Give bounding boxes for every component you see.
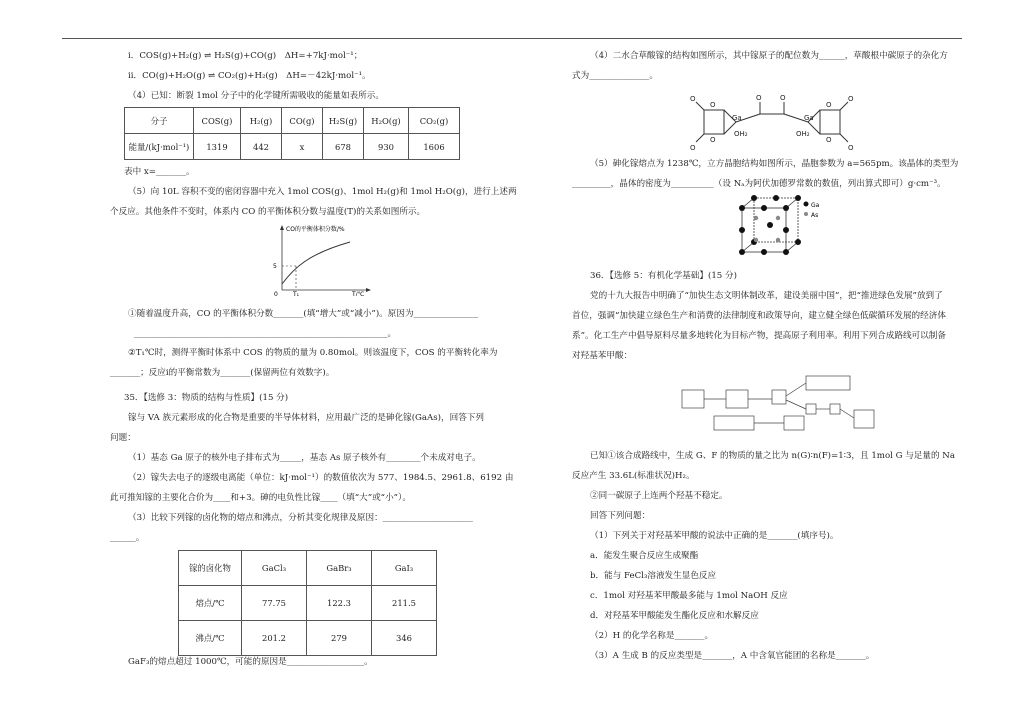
q36-part2: （2）H 的化学名称是_______。 [590,631,714,641]
q35-part5-line2: _________，晶体的密度为__________（设 Nₐ为阿伏加德罗常数的数值，列出算式即可）g·cm⁻³。 [572,179,946,189]
q36-para-4: 对羟基苯甲酸： [572,351,633,361]
bond-energy-table [124,107,460,160]
svg-text:O: O [848,95,854,103]
svg-text:OH₂: OH₂ [796,130,810,138]
table-cell: x [282,134,323,160]
svg-text:O: O [756,94,762,102]
table-cell: 1606 [409,134,460,160]
as-legend-label: As [811,212,819,219]
option-a: a．能发生聚合反应生成聚酯 [590,551,699,561]
q5-part2-line2: _______；反应ⅰ的平衡常数为_______(保留两位有效数字)。 [110,368,335,378]
option-c: c．1mol 对羟基苯甲酸最多能与 1mol NaOH 反应 [590,591,788,601]
table-cell: 沸点/℃ [179,621,242,656]
table-cell: 442 [241,134,282,160]
q5-part1-line2: ___________________________________________________________。 [134,329,397,339]
table-cell: CO(g) [282,108,323,134]
q35-part4-line2: 式为______________。 [572,71,658,81]
svg-text:O: O [710,136,716,144]
table-cell: 能量/(kJ·mol⁻¹) [125,134,194,160]
q5-line-2: 个反应。其他条件不变时，体系内 CO 的平衡体积分数与温度(T)的关系如图所示。 [110,207,426,217]
svg-text:O: O [848,144,854,152]
svg-text:O: O [826,136,832,144]
halide-table-header-row [179,551,437,586]
table-cell: GaCl₃ [242,551,307,586]
co-volume-fraction-graph [264,222,374,296]
q35-part2-line1: （2）镓失去电子的逐级电离能（单位：kJ·mol⁻¹）的数值依次为 577、1984.5、2961.8、6192 由 [128,473,514,483]
top-rule [62,38,962,39]
q5-part2-line1: ②T₁℃时，测得平衡时体系中 COS 的物质的量为 0.80mol。则该温度下，COS 的平衡转化率为 [128,348,498,358]
table-cell: GaBr₃ [307,551,372,586]
option-d: d．对羟基苯甲酸能发生酯化反应和水解反应 [590,611,759,621]
q36-title: 36．【选修 5：有机化学基础】(15 分) [590,271,737,281]
graph-x-tick: T₁ [293,291,300,296]
q4-intro: （4）已知：断裂 1mol 分子中的化学键所需吸收的能量如表所示。 [128,91,384,101]
q36-part1: （1）下列关于对羟基苯甲酸的说法中正确的是_______(填序号)。 [590,531,839,541]
q35-intro-2: 问题： [110,433,136,443]
bond-table-value-row [125,134,460,160]
table-cell: H₂S(g) [323,108,364,134]
halide-table-row [179,586,437,621]
q35-part5-line1: （5）砷化镓熔点为 1238℃，立方晶胞结构如图所示，晶胞参数为 a=565pm。该晶体的类型为 [590,159,959,169]
table-cell: 201.2 [242,621,307,656]
graph-y-tick: 5 [273,263,277,270]
table-cell: 熔点/℃ [179,586,242,621]
table-cell: 211.5 [372,586,437,621]
q35-part3-line1: （3）比较下列镓的卤化物的熔点和沸点，分析其变化规律及原因：_____________________ [128,513,473,523]
q35-part4-line1: （4）二水合草酸镓的结构如图所示，其中镓原子的配位数为______，草酸根中碳原子的杂化方 [590,51,948,61]
svg-text:O: O [780,94,786,102]
svg-text:OH₂: OH₂ [734,130,748,138]
table-cell: COS(g) [194,108,241,134]
q35-title: 35．【选修 3：物质的结构与性质】(15 分) [124,393,289,403]
known-2: ②同一碳原子上连两个羟基不稳定。 [590,491,728,501]
table-cell: 930 [364,134,409,160]
svg-text:O: O [690,95,696,103]
svg-text:Ga: Ga [732,114,742,122]
q35-part1: （1）基态 Ga 原子的核外电子排布式为_____，基态 As 原子核外有________个未成对电子。 [128,453,481,463]
gallium-oxalate-structure [684,90,864,156]
bond-table-header-row [125,108,460,134]
ga-legend-marker [804,202,809,207]
synthesis-route-diagram [680,368,876,432]
answer-intro: 回答下列问题： [590,511,651,521]
known-1-line2: 反应产生 33.6L(标准状况)H₂。 [572,471,695,481]
graph-x-label: T/℃ [352,291,365,296]
q35-gaf3: GaF₃的熔点超过 1000℃，可能的原因是__________________。 [128,657,373,667]
svg-text:Ga: Ga [804,114,814,122]
halide-table-row [179,621,437,656]
table-cell: 279 [307,621,372,656]
q36-para-2: 首位，强调“加快建立绿色生产和消费的法律制度和政策导向，建立健全绿色低碳循环发展的经济体 [572,311,946,321]
table-cell: CO₂(g) [409,108,460,134]
known-1-line1: 已知①该合成路线中，生成 G、F 的物质的量之比为 n(G)∶n(F)=1∶3，且 1mol G 与足量的 Na [590,451,955,461]
table-cell: GaI₃ [372,551,437,586]
table-cell: 346 [372,621,437,656]
table-cell: 1319 [194,134,241,160]
q4-answer: 表中 x=_______。 [124,167,195,177]
table-cell: 镓的卤化物 [179,551,242,586]
q36-part3: （3）A 生成 B 的反应类型是_______，A 中含氧官能团的名称是_______。 [590,651,875,661]
table-cell: H₂O(g) [364,108,409,134]
svg-text:O: O [690,144,696,152]
reaction-1: ⅰ．COS(g)+H₂(g) ⇌ H₂S(g)+CO(g) ΔH=+7kJ·mol⁻¹； [128,51,363,61]
svg-text:O: O [710,101,716,109]
q35-part3-line2: ______。 [110,533,145,543]
option-b: b．能与 FeCl₃溶液发生显色反应 [590,571,717,581]
q36-para-3: 系”。化工生产中倡导原料尽量多地转化为目标产物，提高原子利用率。利用下列合成路线可以制备 [572,331,946,341]
table-cell: H₂(g) [241,108,282,134]
as-legend-marker [804,212,808,216]
table-cell: 678 [323,134,364,160]
svg-text:O: O [826,101,832,109]
q36-para-1: 党的十九大报告中明确了“加快生态文明体制改革，建设美丽中国”，把“推进绿色发展”放到了 [590,291,943,301]
halide-table [178,550,437,656]
table-cell: 77.75 [242,586,307,621]
q35-intro-1: 镓与 VA 族元素形成的化合物是重要的半导体材料，应用最广泛的是砷化镓(GaAs)，回答下列 [128,413,484,423]
graph-y-label: CO的平衡体积分数/% [286,226,345,233]
q35-part2-line2: 此可推知镓的主要化合价为____和+3。砷的电负性比镓____（填“大”或“小”）。 [110,493,411,503]
q5-line-1: （5）向 10L 容积不变的密闭容器中充入 1mol COS(g)、1mol H₂(g)和 1mol H₂O(g)，进行上述两 [128,187,517,197]
q5-part1-line1: ①随着温度升高，CO 的平衡体积分数_______(填“增大”或“减小”)。原因为_______________ [128,309,479,319]
gaas-unit-cell [732,194,822,264]
table-cell: 122.3 [307,586,372,621]
graph-origin: 0 [274,291,278,296]
reaction-2: ⅱ．CO(g)+H₂O(g) ⇌ CO₂(g)+H₂(g) ΔH=－42kJ·mol⁻¹。 [128,71,371,81]
table-cell: 分子 [125,108,194,134]
ga-legend-label: Ga [811,202,820,209]
